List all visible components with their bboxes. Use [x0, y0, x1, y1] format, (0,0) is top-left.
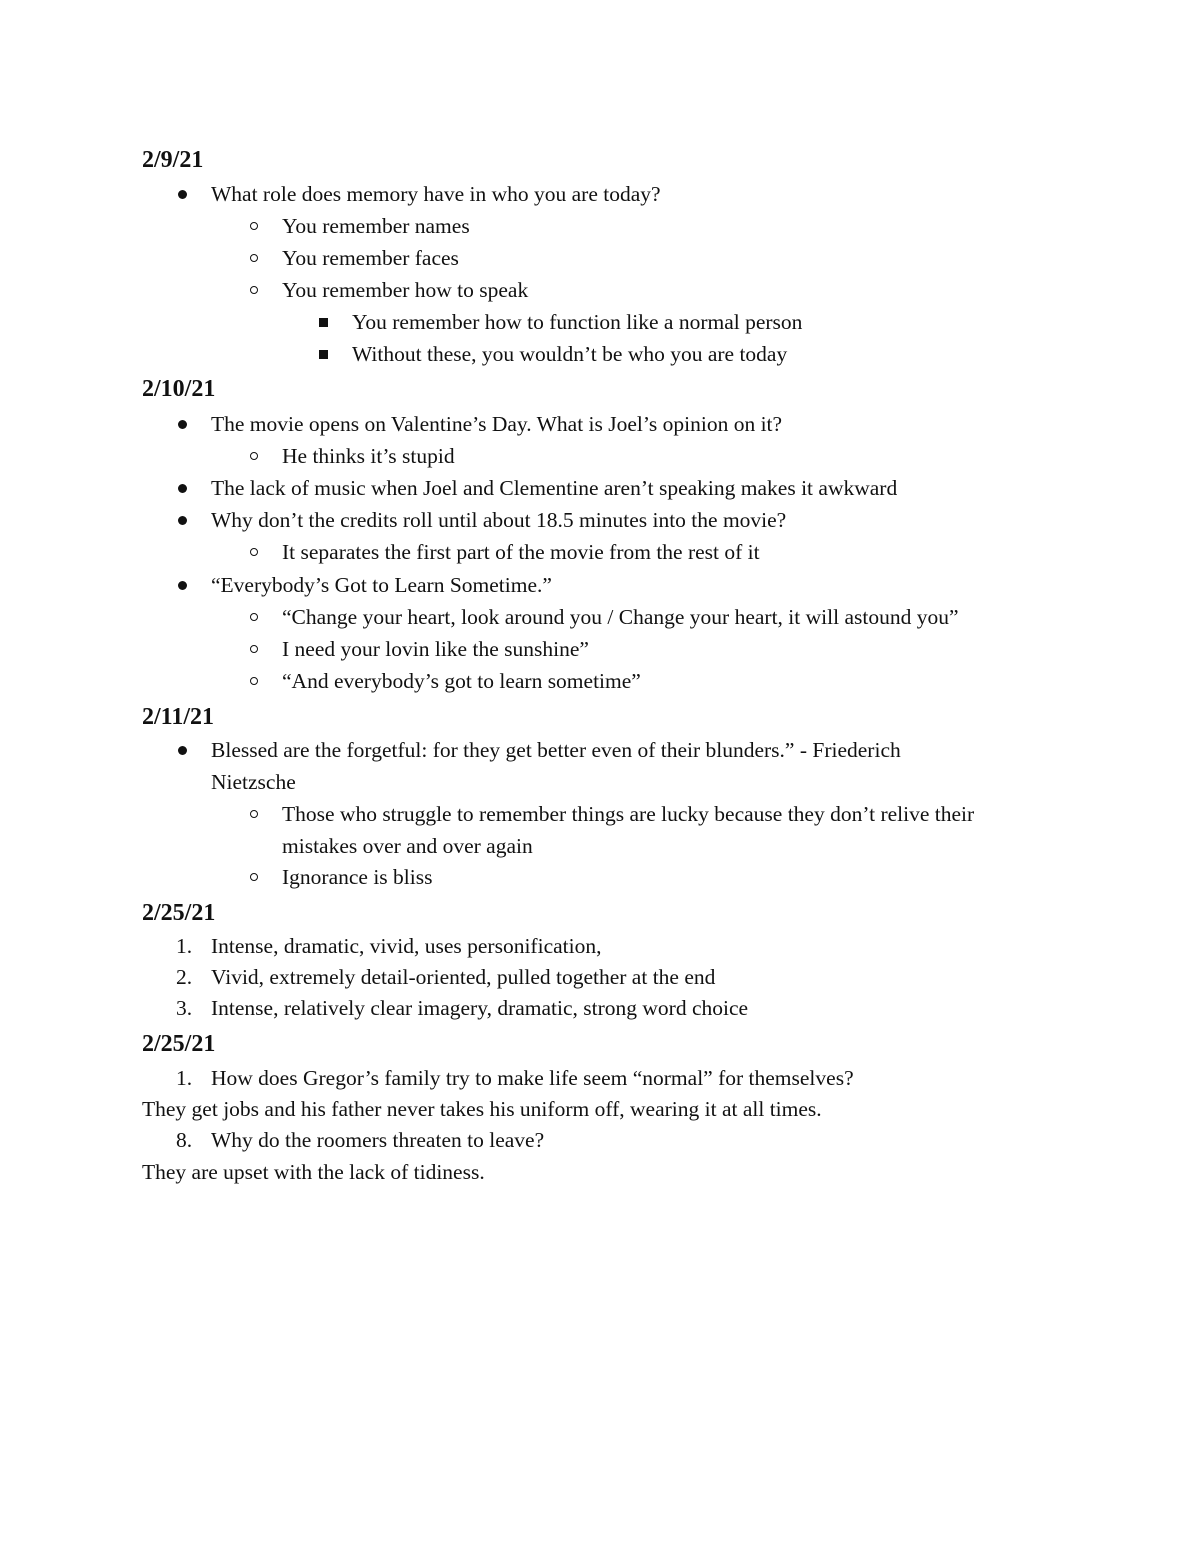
bullet-filled-icon [178, 581, 187, 590]
numbered-item: Vivid, extremely detail-oriented, pulled together at the end [211, 965, 716, 989]
note-item: “Everybody’s Got to Learn Sometime.” [211, 573, 552, 597]
note-item: What role does memory have in who you are today? [211, 182, 661, 206]
note-subsubitem: Without these, you wouldn’t be who you are today [352, 342, 788, 366]
numbered-item: Intense, relatively clear imagery, dramatic, strong word choice [211, 996, 749, 1020]
note-subitem: You remember names [282, 214, 470, 238]
numbered-item: Why do the roomers threaten to leave? [211, 1128, 545, 1152]
note-subitem: I need your lovin like the sunshine” [282, 637, 589, 661]
bullet-hollow-icon [250, 286, 258, 294]
list-number: 1. [176, 1066, 193, 1090]
date-heading: 2/9/21 [142, 147, 204, 173]
list-number: 3. [176, 996, 193, 1020]
bullet-square-icon [319, 350, 328, 359]
bullet-filled-icon [178, 190, 187, 199]
list-number: 2. [176, 965, 193, 989]
note-item: The movie opens on Valentine’s Day. What is Joel’s opinion on it? [211, 412, 783, 436]
note-item: Why don’t the credits roll until about 18.5 minutes into the movie? [211, 508, 787, 532]
bullet-hollow-icon [250, 810, 258, 818]
bullet-hollow-icon [250, 548, 258, 556]
bullet-filled-icon [178, 484, 187, 493]
note-item: Blessed are the forgetful: for they get better even of their blunders.” - Friederich [211, 738, 901, 762]
note-subitem-continuation: mistakes over and over again [282, 834, 533, 858]
note-subitem: Ignorance is bliss [282, 865, 433, 889]
bullet-hollow-icon [250, 254, 258, 262]
note-subsubitem: You remember how to function like a normal person [352, 310, 803, 334]
numbered-item: Intense, dramatic, vivid, uses personification, [211, 934, 602, 958]
note-item-continuation: Nietzsche [211, 770, 296, 794]
bullet-hollow-icon [250, 677, 258, 685]
date-heading: 2/10/21 [142, 376, 216, 402]
bullet-filled-icon [178, 516, 187, 525]
date-heading: 2/25/21 [142, 900, 216, 926]
note-subitem: He thinks it’s stupid [282, 444, 455, 468]
numbered-item: How does Gregor’s family try to make life seem “normal” for themselves? [211, 1066, 854, 1090]
note-subitem: “Change your heart, look around you / Change your heart, it will astound you” [282, 605, 959, 629]
list-number: 8. [176, 1128, 193, 1152]
date-heading: 2/25/21 [142, 1031, 216, 1057]
date-heading: 2/11/21 [142, 704, 215, 730]
bullet-hollow-icon [250, 873, 258, 881]
note-item: The lack of music when Joel and Clementine aren’t speaking makes it awkward [211, 476, 898, 500]
note-subitem: You remember faces [282, 246, 459, 270]
note-subitem: It separates the first part of the movie from the rest of it [282, 540, 760, 564]
bullet-filled-icon [178, 420, 187, 429]
bullet-hollow-icon [250, 645, 258, 653]
list-number: 1. [176, 934, 193, 958]
bullet-filled-icon [178, 746, 187, 755]
bullet-square-icon [319, 318, 328, 327]
answer-text: They are upset with the lack of tidiness. [142, 1160, 485, 1184]
note-subitem: Those who struggle to remember things are lucky because they don’t relive their [282, 802, 975, 826]
note-subitem: You remember how to speak [282, 278, 529, 302]
answer-text: They get jobs and his father never takes his uniform off, wearing it at all times. [142, 1097, 822, 1121]
note-subitem: “And everybody’s got to learn sometime” [282, 669, 641, 693]
bullet-hollow-icon [250, 452, 258, 460]
bullet-hollow-icon [250, 613, 258, 621]
bullet-hollow-icon [250, 222, 258, 230]
